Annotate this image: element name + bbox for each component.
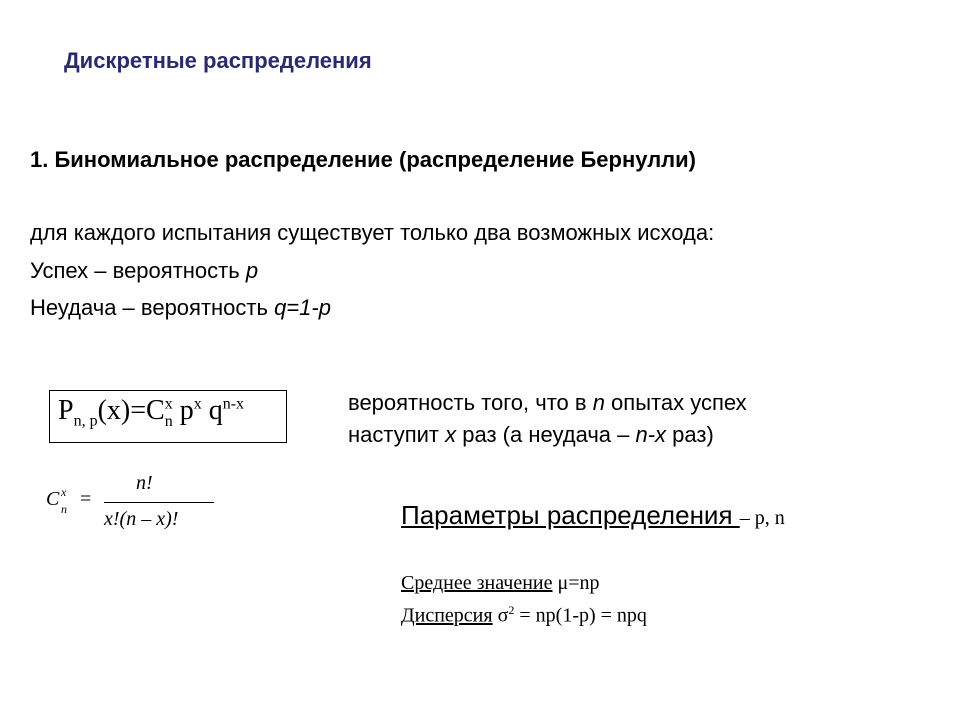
variance-line — [401, 603, 647, 628]
desc1-prefix: вероятность того, что в — [348, 390, 593, 415]
formula-q-sup: n-x — [222, 395, 245, 413]
coef-denominator: x!(n – x)! — [104, 508, 179, 530]
desc2-suffix: раз) — [666, 422, 714, 447]
success-text: Успех – вероятность — [30, 258, 246, 283]
parameters-title-tail: – p, n — [739, 507, 785, 529]
variance-sigma: σ — [492, 604, 509, 627]
parameters-title — [401, 500, 785, 531]
variance-value: = np(1-p) = npq — [514, 604, 647, 627]
desc1-n: n — [592, 390, 605, 415]
formula-p-sup: x — [193, 395, 202, 413]
formula-C-sup: x — [164, 395, 173, 413]
desc2-mid: раз (а неудача – — [456, 422, 636, 447]
formula-p: p — [172, 395, 194, 426]
variance-sup: 2 — [508, 603, 515, 617]
binomial-coefficient-formula — [46, 470, 216, 540]
formula-q: q — [201, 395, 223, 426]
variance-label: Дисперсия — [401, 604, 493, 627]
section-heading: 1. Биномиальное распределение (распределение Бернулли) — [30, 147, 696, 172]
intro-text: для каждого испытания существует только два возможных исхода: — [30, 220, 715, 245]
coef-numerator: n! — [136, 472, 153, 494]
success-var: p — [245, 258, 259, 283]
coef-C-sub: n — [61, 502, 67, 516]
coef-C: C — [46, 488, 60, 510]
coef-equals: = — [80, 488, 92, 510]
desc1-suffix: опытах успех — [604, 390, 747, 415]
desc2-prefix: наступит — [348, 422, 446, 447]
failure-text: Неудача – вероятность — [30, 295, 275, 320]
binomial-formula — [58, 395, 244, 431]
formula-arg: (x)=C — [97, 395, 165, 426]
mean-value: μ=np — [552, 572, 600, 594]
mean-label: Среднее значение — [401, 572, 553, 594]
failure-line — [30, 295, 331, 321]
slide-title: Дискретные распределения — [64, 48, 372, 73]
formula-P: P — [58, 395, 74, 426]
fraction-bar — [104, 502, 214, 503]
success-line — [30, 258, 258, 284]
coef-C-sup: x — [61, 485, 67, 499]
formula-P-sub: n, p — [73, 412, 98, 430]
desc2-x: x — [445, 422, 457, 447]
mean-line — [401, 572, 600, 595]
description-line-2 — [348, 422, 714, 448]
desc2-nx: n-x — [635, 422, 667, 447]
failure-var: q=1-p — [274, 295, 331, 320]
description-line-1 — [348, 390, 747, 416]
parameters-title-text: Параметры распределения — [401, 500, 740, 530]
formula-C-sub: n — [164, 412, 173, 430]
